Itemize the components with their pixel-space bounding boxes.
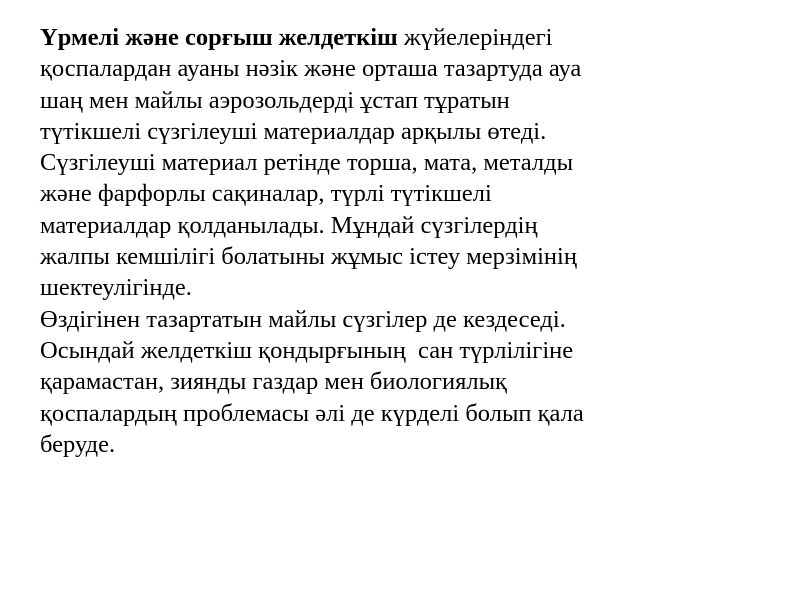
paragraph-1-line-1: [40, 22, 770, 53]
bold-heading: Үрмелі және сорғыш желдеткіш: [40, 24, 398, 51]
paragraph-1-line-7: материалдар қолданылады. Мұндай сүзгілердің: [40, 211, 538, 239]
body-text: [40, 22, 770, 460]
paragraph-2-line-5: беруде.: [40, 430, 116, 458]
paragraph-1-line-4: түтікшелі сүзгілеуші материалдар арқылы өтеді.: [40, 117, 547, 145]
paragraph-1-line-3: шаң мен майлы аэрозольдерді ұстап тұратын: [40, 86, 510, 114]
line-text: жүйелеріндегі: [397, 24, 553, 51]
paragraph-2-line-2: Осындай желдеткіш қондырғының сан түрлілігіне: [40, 336, 574, 364]
paragraph-1-line-6: және фарфорлы сақиналар, түрлі түтікшелі: [40, 180, 492, 208]
paragraph-1-line-2: қоспалардан ауаны нәзік және орташа тазартуда ауа: [40, 55, 582, 83]
paragraph-1-line-9: шектеулігінде.: [40, 274, 192, 302]
paragraph-2-line-3: қарамастан, зиянды газдар мен биологиялық: [40, 368, 507, 396]
paragraph-1-line-5: Сүзгілеуші материал ретінде торша, мата, металды: [40, 149, 574, 177]
paragraph-1-line-8: жалпы кемшілігі болатыны жұмыс істеу мерзімінің: [40, 243, 577, 271]
paragraph-2-line-1: Өздігінен тазартатын майлы сүзгілер де кездеседі.: [40, 305, 566, 333]
paragraph-2-line-4: қоспалардың проблемасы әлі де күрделі болып қала: [40, 399, 584, 427]
